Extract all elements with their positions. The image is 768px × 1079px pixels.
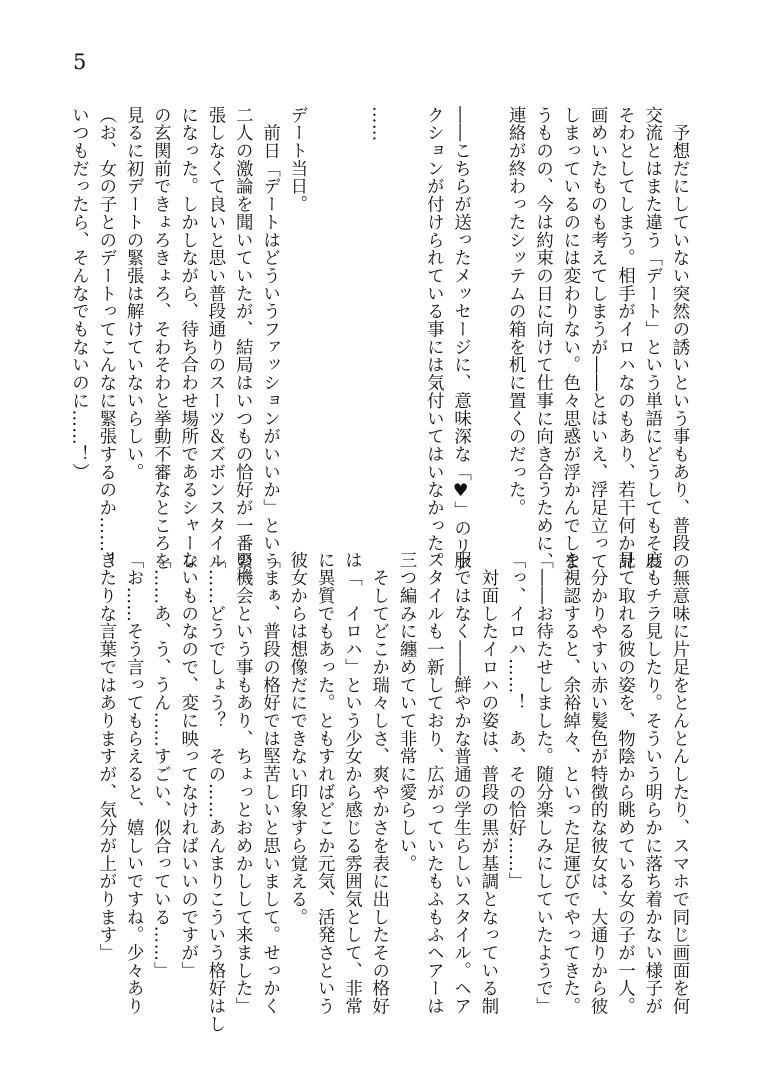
text-line: 彼女からは想像だにできない印象すら覚える。 bbox=[286, 551, 307, 926]
blank-line bbox=[337, 106, 364, 536]
text-line: 対面したイロハの姿は、普段の黒が基調となっている制 bbox=[477, 551, 498, 1016]
text-block-bottom bbox=[91, 551, 692, 1033]
text-line: ――こちらが送ったメッセージに、意味深な「♥」のリア bbox=[450, 106, 471, 573]
text-line: の玄関前できょろきょろ、そわそわと挙動不審なところを bbox=[150, 106, 171, 571]
page-number: 5 bbox=[73, 50, 87, 74]
text-line: そわとしてしまう。相手がイロハなのもあり、若干何か計 bbox=[614, 106, 635, 571]
text-line: 分かりやすい赤い髪色が特徴的な彼女は、大通りから彼 bbox=[587, 551, 608, 1016]
text-line: きたりな言葉ではありますが、気分が上がります」 bbox=[95, 551, 116, 962]
text-line: 張しなくて良いと思い普段通りのスーツ＆ズボンスタイル bbox=[204, 106, 225, 571]
text-line: スタイルも一新しており、広がっていたもふもふヘアーは bbox=[423, 551, 444, 1016]
text-line: …… bbox=[368, 106, 389, 142]
text-line: 見るに初デートの緊張は解けていないらしい。 bbox=[123, 106, 144, 481]
text-line: 前日「デートはどういうファッションがいいか」という bbox=[259, 106, 280, 571]
text-block-top bbox=[64, 106, 692, 573]
text-line: の機会という事もあり、ちょっとおめかしして来ました」 bbox=[232, 551, 253, 1016]
text-line: は「 イロハ」という少女から感じる雰囲気として、非常 bbox=[341, 551, 362, 1016]
text-line: デート当日。 bbox=[286, 106, 307, 214]
text-line: （お、女の子とのデートってこんなに緊張するのか……！ bbox=[95, 106, 116, 571]
text-line: 交流とはまた違う「デート」という単語にどうしてもそわ bbox=[641, 106, 662, 571]
text-line: に異質でもあった。ともすればどこか元気、活発さという bbox=[314, 551, 335, 1016]
text-line: クションが付けられている事には気付いてはいなかった。 bbox=[423, 106, 444, 571]
text-line: 「っ、イロハ……！ あ、その恰好……」 bbox=[505, 551, 526, 891]
text-line: を視認すると、余裕綽々、といった足運びでやってきた。 bbox=[559, 551, 580, 1016]
blank-line bbox=[392, 106, 419, 536]
text-line: しまっているのには変わりない。色々思惑が浮かんでしま bbox=[559, 106, 580, 571]
text-line: ないものなので、変に映ってなければいいのですが」 bbox=[177, 551, 198, 980]
text-line: 「……あ、う、うん……すごい、似合っている……」 bbox=[150, 551, 171, 980]
text-line: そしてどこか瑞々しさ、爽やかさを表に出したその格好 bbox=[368, 551, 389, 1016]
blank-line bbox=[310, 106, 337, 536]
text-line: 服ではなく――鮮やかな普通の学生らしいスタイル。ヘア bbox=[450, 551, 471, 1016]
blank-line bbox=[474, 106, 501, 536]
text-line: 連絡が終わったシッテムの箱を机に置くのだった。 bbox=[505, 106, 526, 517]
text-line: 二人の激論を聞いていたが、結局はいつもの恰好が一番緊 bbox=[232, 106, 253, 571]
text-line: 三つ編みに纏めていて非常に愛らしい。 bbox=[396, 551, 417, 873]
text-line: 見て取れる彼の姿を、物陰から眺めている女の子が一人。 bbox=[614, 551, 635, 1016]
text-line: 「……どうでしょう？ その……あんまりこういう格好はし bbox=[204, 551, 225, 1033]
text-line: 「お……そう言ってもらえると、嬉しいですね。少々あり bbox=[123, 551, 144, 1016]
text-line: 予想だにしていない突然の誘いという事もあり、普段の bbox=[669, 106, 689, 571]
text-line: になった。しかしながら、待ち合わせ場所であるシャーレ bbox=[177, 106, 198, 571]
text-line: いつもだったら、そんなでもないのに……！） bbox=[68, 106, 89, 481]
text-line: 画めいたものも考えてしまうが――とはいえ、浮足立って bbox=[587, 106, 608, 571]
text-line: うものの、今は約束の日に向けて仕事に向き合うために、 bbox=[532, 106, 553, 571]
text-line: 「――お待たせしました。随分楽しみにしていたようで」 bbox=[532, 551, 553, 1016]
text-line: 無意味に片足をとんとんしたり、スマホで同じ画面を何 bbox=[669, 551, 689, 1016]
text-line: 度もチラ見したり。そういう明らかに落ち着かない様子が bbox=[641, 551, 662, 1016]
text-line: 「まぁ、普段の格好では堅苦しいと思いまして。せっかく bbox=[259, 551, 280, 1016]
